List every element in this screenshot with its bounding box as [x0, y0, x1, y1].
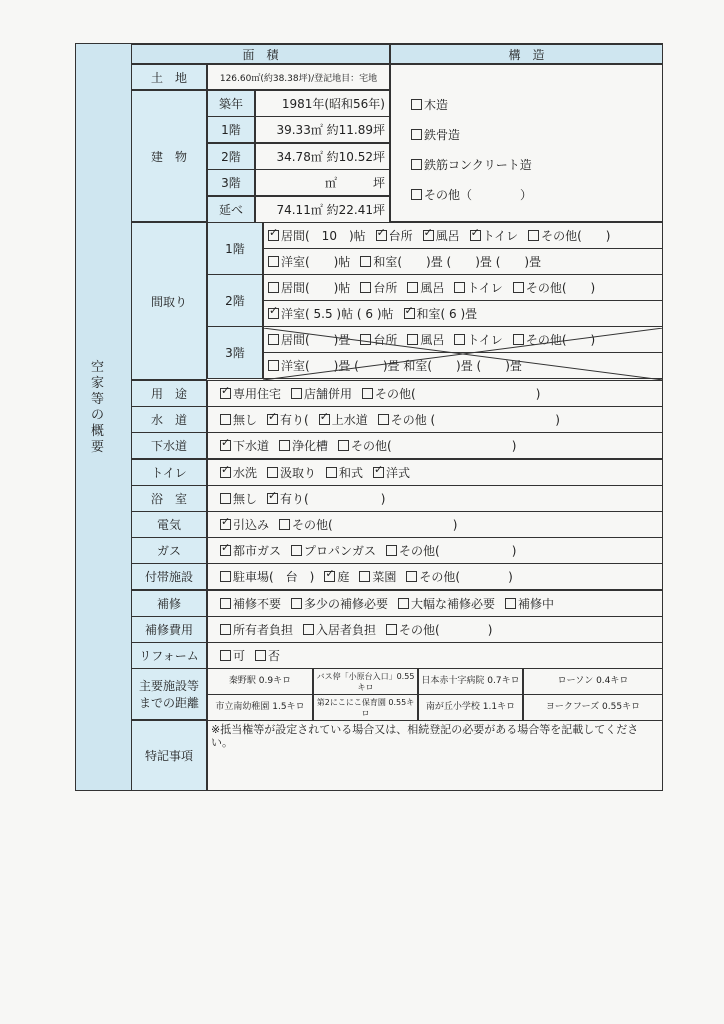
check-item[interactable] [338, 437, 516, 454]
check-label: 多少の補修必要 [304, 596, 389, 611]
checked-checkbox[interactable] [220, 545, 231, 556]
check-label: 台所 [373, 281, 398, 295]
building-row-label: 築年 [207, 90, 255, 117]
check-label: 居間( )畳 [281, 333, 351, 347]
detail-row-options [207, 642, 663, 669]
building-row-value: 1981年(昭和56年) [255, 90, 390, 117]
check-label: 都市ガス [233, 544, 282, 559]
check-item[interactable] [268, 279, 350, 296]
building-row-label: 1階 [207, 116, 255, 143]
checked-checkbox[interactable] [220, 519, 231, 530]
detail-row-options [207, 432, 663, 459]
check-label: その他( ) [419, 570, 513, 585]
checked-checkbox[interactable] [220, 440, 231, 451]
check-item[interactable] [268, 253, 350, 270]
check-label: 台所 [388, 229, 413, 243]
checked-checkbox[interactable] [220, 388, 231, 399]
facility-cell: 市立南幼稚園 1.5キロ [207, 694, 313, 721]
check-label: 洋室( )帖 [281, 255, 351, 269]
unchecked-checkbox[interactable] [528, 230, 539, 241]
unchecked-checkbox[interactable] [303, 624, 314, 635]
check-label: 否 [268, 649, 281, 663]
checked-checkbox[interactable] [376, 230, 387, 241]
check-item[interactable] [411, 186, 532, 203]
check-label: 菜園 [372, 570, 397, 585]
unchecked-checkbox[interactable] [386, 624, 397, 635]
detail-row-options [207, 380, 663, 407]
check-item[interactable] [291, 595, 388, 612]
facility-cell: 日本赤十字病院 0.7キロ [418, 668, 523, 695]
check-item[interactable] [411, 156, 532, 173]
check-label: その他( ) [375, 387, 541, 401]
check-label: 台所 [373, 333, 398, 347]
check-label: 洋室( )畳 ( )畳 和室( )畳 ( )畳 [281, 359, 522, 373]
detail-row-label: リフォーム [131, 642, 207, 669]
check-label: 入居者負担 [316, 622, 377, 637]
structure-list [390, 64, 663, 222]
unchecked-checkbox[interactable] [220, 571, 231, 582]
check-item[interactable] [255, 647, 280, 664]
check-item[interactable] [406, 568, 512, 585]
check-item[interactable] [386, 542, 516, 559]
check-label: 汲取り [280, 465, 317, 480]
check-label: 専用住宅 [233, 387, 282, 401]
check-label: その他( ) [541, 229, 611, 243]
check-label: 木造 [424, 97, 449, 112]
unchecked-checkbox[interactable] [398, 598, 409, 609]
check-item[interactable] [291, 542, 376, 559]
header-area: 面 積 [131, 44, 390, 64]
detail-row-options [207, 537, 663, 564]
notes-label: 特記事項 [131, 720, 207, 791]
check-item[interactable] [505, 595, 554, 612]
check-item[interactable] [362, 385, 540, 402]
check-item[interactable] [528, 227, 610, 244]
facility-cell: ローソン 0.4キロ [523, 668, 663, 695]
check-item[interactable] [423, 227, 460, 244]
check-label: 居間( 10 )帖 [281, 229, 366, 243]
check-item[interactable] [267, 464, 316, 481]
check-item[interactable] [220, 464, 257, 481]
check-label: 洋式 [386, 465, 411, 480]
check-item[interactable] [220, 568, 314, 585]
unchecked-checkbox[interactable] [359, 571, 370, 582]
check-item[interactable] [220, 490, 257, 507]
unchecked-checkbox[interactable] [360, 256, 371, 267]
unchecked-checkbox[interactable] [360, 282, 371, 293]
detail-row-label: 下水道 [131, 432, 207, 459]
madori-row [263, 274, 663, 301]
checked-checkbox[interactable] [268, 230, 279, 241]
check-label: プロパンガス [304, 544, 377, 559]
unchecked-checkbox[interactable] [386, 545, 397, 556]
madori-row [263, 222, 663, 249]
check-label: 店舗併用 [304, 387, 353, 401]
check-label: その他( ) [292, 518, 458, 532]
facilities-label: 主要施設等までの距離 [131, 668, 207, 720]
unchecked-checkbox[interactable] [291, 545, 302, 556]
check-label: 風呂 [420, 281, 445, 295]
facility-cell: 第2にこにこ保育園 0.55キロ [313, 694, 418, 721]
check-label: 有り( ) [280, 491, 386, 506]
check-label: 和式 [339, 465, 364, 480]
checked-checkbox[interactable] [319, 414, 330, 425]
check-item[interactable] [386, 621, 492, 638]
madori-row [263, 300, 663, 327]
unchecked-checkbox[interactable] [411, 99, 422, 110]
check-item[interactable] [268, 227, 366, 244]
unchecked-checkbox[interactable] [255, 650, 266, 661]
check-label: その他( ) [525, 281, 596, 295]
detail-row-options [207, 563, 663, 590]
check-item[interactable] [319, 411, 368, 428]
check-item[interactable] [407, 279, 444, 296]
check-item[interactable] [470, 227, 518, 244]
check-label: 所有者負担 [233, 622, 294, 637]
unchecked-checkbox[interactable] [220, 493, 231, 504]
unchecked-checkbox[interactable] [411, 189, 422, 200]
check-label: 浄化槽 [292, 439, 329, 454]
check-item[interactable] [220, 595, 281, 612]
checked-checkbox[interactable] [220, 467, 231, 478]
unchecked-checkbox[interactable] [220, 650, 231, 661]
check-label: 補修不要 [233, 596, 282, 611]
unchecked-checkbox[interactable] [406, 571, 417, 582]
structure-option [411, 179, 662, 209]
building-row-value: 39.33㎡ 約11.89坪 [255, 116, 390, 143]
building-label: 建 物 [131, 90, 207, 222]
checked-checkbox[interactable] [470, 230, 481, 241]
facility-cell: ヨークフーズ 0.55キロ [523, 694, 663, 721]
check-item[interactable] [303, 621, 376, 638]
check-item[interactable] [268, 305, 394, 322]
unchecked-checkbox[interactable] [454, 282, 465, 293]
check-item[interactable] [326, 464, 363, 481]
check-label: その他 ( ) [390, 413, 560, 428]
facility-cell: 秦野駅 0.9キロ [207, 668, 313, 695]
facility-cell: 南が丘小学校 1.1キロ [418, 694, 523, 721]
unchecked-checkbox[interactable] [220, 598, 231, 609]
checked-checkbox[interactable] [267, 493, 278, 504]
check-item[interactable] [360, 253, 541, 270]
check-label: その他( ) [399, 622, 493, 637]
check-label: 無し [233, 491, 258, 506]
check-label: 居間( )帖 [281, 281, 351, 295]
detail-row-options [207, 485, 663, 512]
check-item[interactable] [398, 595, 495, 612]
check-item[interactable] [220, 542, 281, 559]
check-label: その他( ) [399, 544, 517, 559]
check-item[interactable] [359, 568, 396, 585]
structure-option [411, 89, 662, 119]
unchecked-checkbox[interactable] [279, 519, 290, 530]
check-item[interactable] [220, 647, 245, 664]
check-item[interactable] [324, 568, 349, 585]
detail-row-label: 浴 室 [131, 485, 207, 512]
detail-row-label: 補修 [131, 590, 207, 617]
check-label: 水洗 [233, 465, 258, 480]
facility-cell: バス停「小原台入口」0.55キロ [313, 668, 418, 695]
check-item[interactable] [513, 279, 595, 296]
checked-checkbox[interactable] [324, 571, 335, 582]
check-item[interactable] [279, 516, 457, 533]
checked-checkbox[interactable] [404, 308, 415, 319]
detail-row-options [207, 616, 663, 643]
check-label: 引込み [233, 518, 270, 532]
detail-row-options [207, 406, 663, 433]
check-label: 無し [233, 413, 258, 428]
detail-row-label: 補修費用 [131, 616, 207, 643]
check-label: 駐車場( 台 ) [233, 570, 315, 585]
unchecked-checkbox[interactable] [291, 598, 302, 609]
check-label: 上水道 [331, 413, 368, 428]
check-label: 鉄筋コンクリート造 [424, 157, 532, 172]
check-label: 洋室( 5.5 )帖 ( 6 )帖 [281, 307, 394, 321]
land-value: 126.60㎡(約38.38坪)/登記地目：宅地 [207, 64, 390, 90]
madori-floor-label: 2階 [207, 274, 263, 327]
check-item[interactable] [267, 411, 309, 428]
check-label: トイレ [467, 281, 503, 295]
land-label: 土 地 [131, 64, 207, 90]
header-structure: 構 造 [390, 44, 663, 64]
check-label: 庭 [337, 570, 350, 585]
check-item[interactable] [220, 411, 257, 428]
check-item[interactable] [220, 516, 269, 533]
unchecked-checkbox[interactable] [411, 129, 422, 140]
structure-option [411, 119, 662, 149]
unchecked-checkbox[interactable] [268, 282, 279, 293]
detail-row-label: トイレ [131, 459, 207, 486]
check-label: その他( ) [351, 439, 517, 454]
unchecked-checkbox[interactable] [407, 282, 418, 293]
side-label: 空家等の概要 [91, 360, 105, 455]
check-label: その他（ ） [424, 187, 533, 202]
check-item[interactable] [404, 305, 478, 322]
check-item[interactable] [220, 437, 269, 454]
check-label: 風呂 [420, 333, 445, 347]
check-label: トイレ [467, 333, 503, 347]
detail-row-options [207, 590, 663, 617]
check-label: 和室( )畳 ( )畳 ( )畳 [373, 255, 542, 269]
madori-floor-label: 3階 [207, 326, 263, 379]
unchecked-checkbox[interactable] [268, 256, 279, 267]
check-item[interactable] [454, 279, 502, 296]
check-item[interactable] [267, 490, 385, 507]
building-row-value: ㎡ 坪 [255, 169, 390, 196]
check-label: 鉄骨造 [424, 127, 461, 142]
check-item[interactable] [411, 96, 448, 113]
check-item[interactable] [376, 227, 413, 244]
detail-row-label: 水 道 [131, 406, 207, 433]
unchecked-checkbox[interactable] [505, 598, 516, 609]
madori-floor-label: 1階 [207, 222, 263, 275]
unchecked-checkbox[interactable] [326, 467, 337, 478]
unchecked-checkbox[interactable] [338, 440, 349, 451]
floor3-cross-out [263, 328, 663, 380]
unchecked-checkbox[interactable] [220, 414, 231, 425]
check-item[interactable] [378, 411, 560, 428]
detail-row-label: 付帯施設 [131, 563, 207, 590]
check-label: 和室( 6 )畳 [416, 307, 478, 321]
check-item[interactable] [220, 385, 281, 402]
check-item[interactable] [373, 464, 410, 481]
check-label: その他( ) [525, 333, 596, 347]
unchecked-checkbox[interactable] [267, 467, 278, 478]
notes-text: ※抵当権等が設定されている場合又は、相続登記の必要がある場合等を記載してください。 [207, 720, 663, 791]
unchecked-checkbox[interactable] [291, 388, 302, 399]
detail-row-label: 電気 [131, 511, 207, 538]
unchecked-checkbox[interactable] [513, 282, 524, 293]
check-item[interactable] [279, 437, 328, 454]
check-label: 有り( [280, 413, 309, 428]
checked-checkbox[interactable] [423, 230, 434, 241]
check-label: 大幅な補修必要 [411, 596, 496, 611]
unchecked-checkbox[interactable] [220, 624, 231, 635]
structure-option [411, 149, 662, 179]
check-item[interactable] [220, 621, 293, 638]
unchecked-checkbox[interactable] [362, 388, 373, 399]
building-row-label: 2階 [207, 143, 255, 170]
check-label: 補修中 [518, 596, 555, 611]
detail-row-options [207, 459, 663, 486]
check-label: 下水道 [233, 439, 270, 454]
check-item[interactable] [360, 279, 397, 296]
building-row-label: 延べ [207, 196, 255, 223]
check-item[interactable] [291, 385, 352, 402]
check-label: トイレ [482, 229, 519, 243]
madori-row [263, 248, 663, 275]
unchecked-checkbox[interactable] [378, 414, 389, 425]
checked-checkbox[interactable] [267, 414, 278, 425]
check-label: 風呂 [435, 229, 460, 243]
check-item[interactable] [411, 126, 460, 143]
madori-label: 間取り [131, 222, 207, 380]
unchecked-checkbox[interactable] [411, 159, 422, 170]
unchecked-checkbox[interactable] [279, 440, 290, 451]
building-row-label: 3階 [207, 169, 255, 196]
detail-row-label: 用 途 [131, 380, 207, 407]
detail-row-label: ガス [131, 537, 207, 564]
building-row-value: 74.11㎡ 約22.41坪 [255, 196, 390, 223]
check-label: 可 [233, 649, 246, 663]
checked-checkbox[interactable] [373, 467, 384, 478]
building-row-value: 34.78㎡ 約10.52坪 [255, 143, 390, 170]
detail-row-options [207, 511, 663, 538]
checked-checkbox[interactable] [268, 308, 279, 319]
